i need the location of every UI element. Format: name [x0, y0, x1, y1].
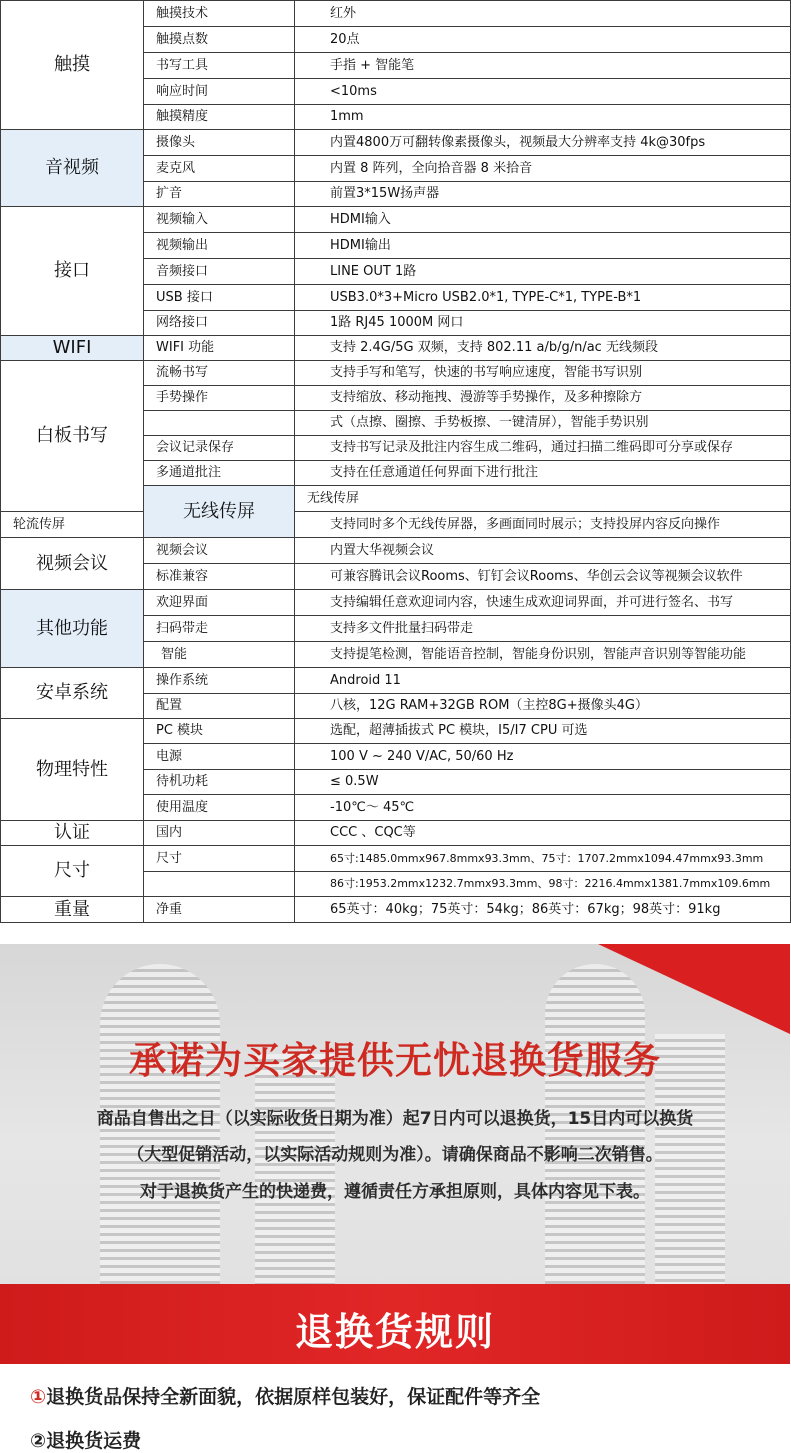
spec-value: 红外 — [295, 1, 791, 27]
spec-value: 支持缩放、移动拖拽、漫游等手势操作，及多种擦除方 — [295, 386, 791, 411]
spec-attribute: 使用温度 — [144, 795, 295, 821]
promise-text-line-1: 商品自售出之日（以实际收货日期为准）起7日内可以退换货，15日内可以换货 — [96, 1109, 694, 1129]
spec-value: LINE OUT 1路 — [295, 259, 791, 285]
spec-value: <10ms — [295, 79, 791, 105]
spec-category: 尺寸 — [1, 846, 144, 897]
spec-attribute: 待机功耗 — [144, 770, 295, 795]
spec-attribute: PC 模块 — [144, 719, 295, 744]
spec-attribute: 网络接口 — [144, 311, 295, 336]
spec-row — [1, 130, 791, 156]
spec-attribute: 触摸精度 — [144, 105, 295, 130]
spec-row — [1, 207, 791, 233]
spec-value: 支持手写和笔写，快速的书写响应速度，智能书写识别 — [295, 361, 791, 386]
spec-value: 65英寸：40kg；75英寸：54kg；86英寸：67kg；98英寸：91kg — [295, 897, 791, 923]
rule-number-1: ① — [30, 1386, 47, 1408]
rules-banner-title: 退换货规则 — [294, 1310, 495, 1354]
spec-value: 1路 RJ45 1000M 网口 — [295, 311, 791, 336]
spec-attribute: 国内 — [144, 821, 295, 846]
promise-title: 承诺为买家提供无忧退换货服务 — [129, 1039, 661, 1082]
spec-value: HDMI输出 — [295, 233, 791, 259]
spec-attribute: 触摸点数 — [144, 27, 295, 53]
spec-value: USB3.0*3+Micro USB2.0*1, TYPE-C*1, TYPE-B*1 — [295, 285, 791, 311]
spec-row — [1, 361, 791, 386]
building-graphic — [255, 1054, 335, 1284]
spec-value: 内置4800万可翻转像素摄像头，视频最大分辨率支持 4k@30fps — [295, 130, 791, 156]
spec-category: 无线传屏 — [144, 486, 295, 538]
spec-row — [1, 846, 791, 872]
spec-row — [1, 719, 791, 744]
spec-value: HDMI输入 — [295, 207, 791, 233]
spec-attribute: 电源 — [144, 744, 295, 770]
spec-attribute: 会议记录保存 — [144, 436, 295, 461]
spec-category: 安卓系统 — [1, 668, 144, 719]
spec-row — [1, 336, 791, 361]
spec-row — [1, 512, 791, 538]
spec-row — [1, 538, 791, 564]
spec-value: 65寸:1485.0mmx967.8mmx93.3mm、75寸：1707.2mmx1094.47mmx93.3mm — [295, 846, 791, 872]
spec-attribute: 智能 — [144, 642, 295, 668]
spec-value: 支持同时多个无线传屏器，多画面同时展示；支持投屏内容反向操作 — [295, 512, 791, 538]
spec-value: 前置3*15W扬声器 — [295, 182, 791, 207]
spec-category: WIFI — [1, 336, 144, 361]
spec-attribute: 视频输入 — [144, 207, 295, 233]
spec-attribute: 摄像头 — [144, 130, 295, 156]
spec-attribute: 轮流传屏 — [1, 512, 144, 538]
spec-value: 支持书写记录及批注内容生成二维码，通过扫描二维码即可分享或保存 — [295, 436, 791, 461]
spec-row — [1, 590, 791, 616]
spec-attribute: 配置 — [144, 694, 295, 719]
spec-attribute: 标准兼容 — [144, 564, 295, 590]
promise-text-line-3: 对于退换货产生的快递费，遵循责任方承担原则，具体内容见下表。 — [140, 1182, 650, 1202]
spec-row — [1, 897, 791, 923]
spec-row — [1, 668, 791, 694]
spec-attribute: 净重 — [144, 897, 295, 923]
spec-attribute: 视频输出 — [144, 233, 295, 259]
spec-value: 八核，12G RAM+32GB ROM（主控8G+摄像头4G） — [295, 694, 791, 719]
spec-value: Android 11 — [295, 668, 791, 694]
spec-category: 其他功能 — [1, 590, 144, 668]
spec-attribute: 无线传屏 — [295, 486, 791, 512]
spec-attribute: 书写工具 — [144, 53, 295, 79]
spec-category: 音视频 — [1, 130, 144, 207]
spec-value: 支持 2.4G/5G 双频，支持 802.11 a/b/g/n/ac 无线频段 — [295, 336, 791, 361]
spec-row — [1, 1, 791, 27]
spec-attribute: 麦克风 — [144, 156, 295, 182]
spec-value: 式（点擦、圈擦、手势板擦、一键清屏），智能手势识别 — [295, 411, 791, 436]
spec-value: 内置 8 阵列，全向拾音器 8 米拾音 — [295, 156, 791, 182]
spec-value: 100 V ~ 240 V/AC, 50/60 Hz — [295, 744, 791, 770]
spec-attribute: 响应时间 — [144, 79, 295, 105]
spec-attribute: 扫码带走 — [144, 616, 295, 642]
rule-item-2: ②退换货运费 — [30, 1430, 142, 1452]
spec-attribute: 手势操作 — [144, 386, 295, 411]
promise-text-line-2: （大型促销活动，以实际活动规则为准）。请确保商品不影响二次销售。 — [127, 1145, 663, 1165]
spec-value: ≤ 0.5W — [295, 770, 791, 795]
spec-attribute: USB 接口 — [144, 285, 295, 311]
rule-item-1 — [30, 1382, 540, 1409]
spec-table-body — [1, 1, 791, 923]
spec-category: 白板书写 — [1, 361, 144, 512]
spec-category: 触摸 — [1, 1, 144, 130]
spec-value: 选配，超薄插拔式 PC 模块，I5/I7 CPU 可选 — [295, 719, 791, 744]
spec-value: 支持编辑任意欢迎词内容，快速生成欢迎词界面，并可进行签名、书写 — [295, 590, 791, 616]
spec-attribute: 欢迎界面 — [144, 590, 295, 616]
spec-category: 物理特性 — [1, 719, 144, 821]
spec-value: 支持在任意通道任何界面下进行批注 — [295, 461, 791, 486]
spec-attribute: 触摸技术 — [144, 1, 295, 27]
return-policy-section — [0, 944, 790, 1452]
spec-category: 重量 — [1, 897, 144, 923]
spec-attribute: 视频会议 — [144, 538, 295, 564]
spec-attribute — [144, 872, 295, 897]
rules-list — [0, 1364, 790, 1452]
spec-attribute: 操作系统 — [144, 668, 295, 694]
spec-value: 86寸:1953.2mmx1232.7mmx93.3mm、98寸：2216.4mmx1381.7mmx109.6mm — [295, 872, 791, 897]
rules-banner — [0, 1284, 790, 1364]
spec-value: 支持提笔检测，智能语音控制，智能身份识别，智能声音识别等智能功能 — [295, 642, 791, 668]
spec-value: -10℃～ 45℃ — [295, 795, 791, 821]
spec-value: 20点 — [295, 27, 791, 53]
spec-value: 支持多文件批量扫码带走 — [295, 616, 791, 642]
spec-attribute: 扩音 — [144, 182, 295, 207]
spec-attribute — [144, 411, 295, 436]
spec-value: 可兼容腾讯会议Rooms、钉钉会议Rooms、华创云会议等视频会议软件 — [295, 564, 791, 590]
spec-attribute: WIFI 功能 — [144, 336, 295, 361]
spec-category: 视频会议 — [1, 538, 144, 590]
spec-category: 认证 — [1, 821, 144, 846]
spec-attribute: 多通道批注 — [144, 461, 295, 486]
spec-value: 内置大华视频会议 — [295, 538, 791, 564]
spec-category: 接口 — [1, 207, 144, 336]
rule-text-1: 退换货品保持全新面貌，依据原样包装好，保证配件等齐全 — [46, 1386, 541, 1408]
spec-value: 手指 + 智能笔 — [295, 53, 791, 79]
spec-value: CCC 、CQC等 — [295, 821, 791, 846]
spec-attribute: 音频接口 — [144, 259, 295, 285]
spec-row — [1, 821, 791, 846]
spec-value: 1mm — [295, 105, 791, 130]
spec-attribute: 流畅书写 — [144, 361, 295, 386]
spec-attribute: 尺寸 — [144, 846, 295, 872]
